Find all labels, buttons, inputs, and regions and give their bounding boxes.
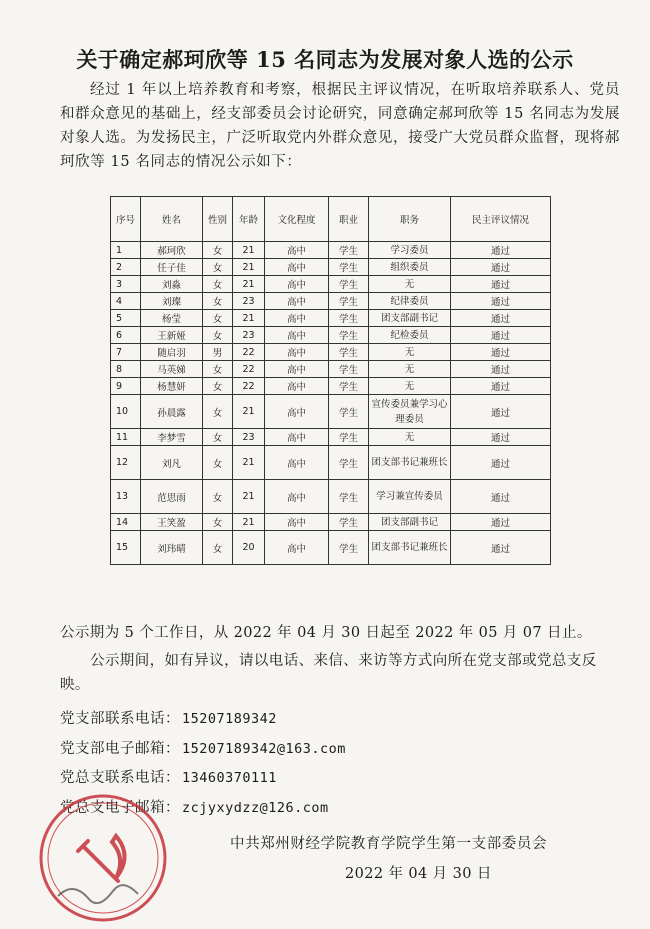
table-row <box>111 259 551 276</box>
cell-index: 13 <box>111 480 141 514</box>
branch-email-value: 15207189342@163.com <box>182 741 346 757</box>
cell-evaluation: 通过 <box>451 361 551 378</box>
cell-gender: 女 <box>203 259 233 276</box>
table-row <box>111 276 551 293</box>
cell-education: 高中 <box>265 293 329 310</box>
cell-name: 任子佳 <box>141 259 203 276</box>
cell-gender: 女 <box>203 531 233 565</box>
cell-evaluation: 通过 <box>451 429 551 446</box>
cell-position: 纪律委员 <box>369 293 451 310</box>
table-row <box>111 242 551 259</box>
cell-occupation: 学生 <box>329 429 369 446</box>
cell-evaluation: 通过 <box>451 327 551 344</box>
cell-gender: 男 <box>203 344 233 361</box>
cell-age: 21 <box>233 395 265 429</box>
cell-position: 团支部副书记 <box>369 514 451 531</box>
cell-evaluation: 通过 <box>451 395 551 429</box>
cell-education: 高中 <box>265 310 329 327</box>
cell-name: 王新娅 <box>141 327 203 344</box>
cell-occupation: 学生 <box>329 293 369 310</box>
cell-age: 22 <box>233 344 265 361</box>
table-row <box>111 361 551 378</box>
official-seal-icon <box>28 786 178 926</box>
objection-note: 公示期间，如有异议，请以电话、来信、来访等方式向所在党支部或党总支反映。 <box>60 653 597 693</box>
cell-position: 组织委员 <box>369 259 451 276</box>
publicity-period: 公示期为 5 个工作日，从 2022 年 04 月 30 日起至 2022 年 05 月 07 日止。 <box>60 625 592 641</box>
cell-position: 团支部副书记 <box>369 310 451 327</box>
cell-evaluation: 通过 <box>451 242 551 259</box>
general-email-value: zcjyxydzz@126.com <box>182 800 329 816</box>
table-row <box>111 514 551 531</box>
cell-education: 高中 <box>265 429 329 446</box>
cell-index: 1 <box>111 242 141 259</box>
cell-age: 22 <box>233 361 265 378</box>
cell-education: 高中 <box>265 361 329 378</box>
cell-gender: 女 <box>203 310 233 327</box>
cell-name: 范思雨 <box>141 480 203 514</box>
cell-name: 刘璨 <box>141 293 203 310</box>
cell-age: 23 <box>233 327 265 344</box>
cell-age: 21 <box>233 259 265 276</box>
cell-index: 12 <box>111 446 141 480</box>
cell-evaluation: 通过 <box>451 446 551 480</box>
table-header-row <box>111 197 551 242</box>
page-title: 关于确定郝珂欣等 15 名同志为发展对象人选的公示 <box>76 47 574 72</box>
intro-paragraph: 经过 1 年以上培养教育和考察，根据民主评议情况，在听取培养联系人、党员和群众意见的基础上，经支部委员会讨论研究，同意确定郝珂欣等 15 名同志为发展对象人选。为发扬民主，广泛听取党内外群众意见，接受广大党员群众监督，现将郝珂欣等 15 名同志的情况公示如下： <box>60 82 620 170</box>
header-occupation: 职业 <box>329 197 369 242</box>
cell-evaluation: 通过 <box>451 344 551 361</box>
branch-phone-value: 15207189342 <box>182 711 277 727</box>
cell-gender: 女 <box>203 446 233 480</box>
table-row <box>111 446 551 480</box>
cell-index: 14 <box>111 514 141 531</box>
cell-index: 3 <box>111 276 141 293</box>
cell-evaluation: 通过 <box>451 276 551 293</box>
header-age: 年龄 <box>233 197 265 242</box>
branch-phone-line <box>60 707 277 728</box>
general-phone-line <box>60 766 277 787</box>
cell-education: 高中 <box>265 378 329 395</box>
cell-gender: 女 <box>203 429 233 446</box>
cell-age: 21 <box>233 310 265 327</box>
cell-index: 8 <box>111 361 141 378</box>
cell-index: 9 <box>111 378 141 395</box>
cell-education: 高中 <box>265 395 329 429</box>
cell-gender: 女 <box>203 276 233 293</box>
cell-education: 高中 <box>265 242 329 259</box>
cell-education: 高中 <box>265 259 329 276</box>
cell-age: 21 <box>233 514 265 531</box>
cell-age: 23 <box>233 429 265 446</box>
cell-evaluation: 通过 <box>451 259 551 276</box>
cell-occupation: 学生 <box>329 480 369 514</box>
cell-position: 团支部书记兼班长 <box>369 531 451 565</box>
cell-evaluation: 通过 <box>451 531 551 565</box>
header-gender: 性别 <box>203 197 233 242</box>
cell-name: 孙晨露 <box>141 395 203 429</box>
cell-gender: 女 <box>203 395 233 429</box>
cell-occupation: 学生 <box>329 344 369 361</box>
cell-position: 学习兼宣传委员 <box>369 480 451 514</box>
cell-occupation: 学生 <box>329 378 369 395</box>
cell-education: 高中 <box>265 480 329 514</box>
cell-gender: 女 <box>203 480 233 514</box>
table-row <box>111 293 551 310</box>
cell-education: 高中 <box>265 276 329 293</box>
issuing-organization: 中共郑州财经学院教育学院学生第一支部委员会 <box>230 836 548 852</box>
cell-index: 7 <box>111 344 141 361</box>
header-name: 姓名 <box>141 197 203 242</box>
table-row <box>111 310 551 327</box>
cell-occupation: 学生 <box>329 446 369 480</box>
cell-position: 宣传委员兼学习心理委员 <box>369 395 451 429</box>
cell-position: 学习委员 <box>369 242 451 259</box>
cell-gender: 女 <box>203 378 233 395</box>
cell-education: 高中 <box>265 514 329 531</box>
cell-name: 杨慧妍 <box>141 378 203 395</box>
cell-education: 高中 <box>265 344 329 361</box>
cell-name: 杨莹 <box>141 310 203 327</box>
issue-date: 2022 年 04 月 30 日 <box>345 866 492 882</box>
cell-occupation: 学生 <box>329 276 369 293</box>
general-phone-label: 党总支联系电话： <box>60 770 180 786</box>
cell-position: 无 <box>369 344 451 361</box>
general-phone-value: 13460370111 <box>182 770 277 786</box>
cell-age: 21 <box>233 242 265 259</box>
cell-occupation: 学生 <box>329 259 369 276</box>
cell-index: 15 <box>111 531 141 565</box>
cell-gender: 女 <box>203 242 233 259</box>
cell-index: 10 <box>111 395 141 429</box>
cell-index: 4 <box>111 293 141 310</box>
header-position: 职务 <box>369 197 451 242</box>
cell-index: 6 <box>111 327 141 344</box>
table-row <box>111 531 551 565</box>
cell-name: 郝珂欣 <box>141 242 203 259</box>
cell-evaluation: 通过 <box>451 514 551 531</box>
cell-evaluation: 通过 <box>451 293 551 310</box>
branch-email-label: 党支部电子邮箱： <box>60 741 180 757</box>
cell-position: 无 <box>369 276 451 293</box>
cell-gender: 女 <box>203 327 233 344</box>
header-evaluation: 民主评议情况 <box>451 197 551 242</box>
cell-education: 高中 <box>265 327 329 344</box>
cell-index: 2 <box>111 259 141 276</box>
cell-age: 20 <box>233 531 265 565</box>
cell-occupation: 学生 <box>329 242 369 259</box>
cell-index: 5 <box>111 310 141 327</box>
cell-name: 刘玮晴 <box>141 531 203 565</box>
cell-occupation: 学生 <box>329 327 369 344</box>
cell-occupation: 学生 <box>329 531 369 565</box>
cell-evaluation: 通过 <box>451 480 551 514</box>
cell-index: 11 <box>111 429 141 446</box>
table-row <box>111 429 551 446</box>
cell-name: 李梦雪 <box>141 429 203 446</box>
cell-occupation: 学生 <box>329 514 369 531</box>
table-body <box>111 242 551 565</box>
cell-education: 高中 <box>265 446 329 480</box>
branch-phone-label: 党支部联系电话： <box>60 711 180 727</box>
cell-evaluation: 通过 <box>451 310 551 327</box>
cell-gender: 女 <box>203 514 233 531</box>
cell-education: 高中 <box>265 531 329 565</box>
cell-occupation: 学生 <box>329 361 369 378</box>
cell-age: 22 <box>233 378 265 395</box>
cell-gender: 女 <box>203 361 233 378</box>
cell-position: 无 <box>369 378 451 395</box>
cell-occupation: 学生 <box>329 310 369 327</box>
cell-gender: 女 <box>203 293 233 310</box>
table-row <box>111 395 551 429</box>
table-row <box>111 378 551 395</box>
cell-name: 王笑盈 <box>141 514 203 531</box>
cell-position: 无 <box>369 429 451 446</box>
cell-name: 刘凡 <box>141 446 203 480</box>
cell-name: 随启羽 <box>141 344 203 361</box>
general-email-label: 党总支电子邮箱： <box>60 800 180 816</box>
header-index: 序号 <box>111 197 141 242</box>
table-row <box>111 344 551 361</box>
cell-name: 刘淼 <box>141 276 203 293</box>
cell-position: 无 <box>369 361 451 378</box>
cell-age: 21 <box>233 446 265 480</box>
cell-age: 23 <box>233 293 265 310</box>
cell-evaluation: 通过 <box>451 378 551 395</box>
cell-name: 马英娣 <box>141 361 203 378</box>
cell-position: 纪检委员 <box>369 327 451 344</box>
cell-age: 21 <box>233 276 265 293</box>
table-row <box>111 327 551 344</box>
cell-age: 21 <box>233 480 265 514</box>
branch-email-line <box>60 737 346 758</box>
header-education: 文化程度 <box>265 197 329 242</box>
table-row <box>111 480 551 514</box>
cell-occupation: 学生 <box>329 395 369 429</box>
candidate-table <box>110 196 551 565</box>
cell-position: 团支部书记兼班长 <box>369 446 451 480</box>
